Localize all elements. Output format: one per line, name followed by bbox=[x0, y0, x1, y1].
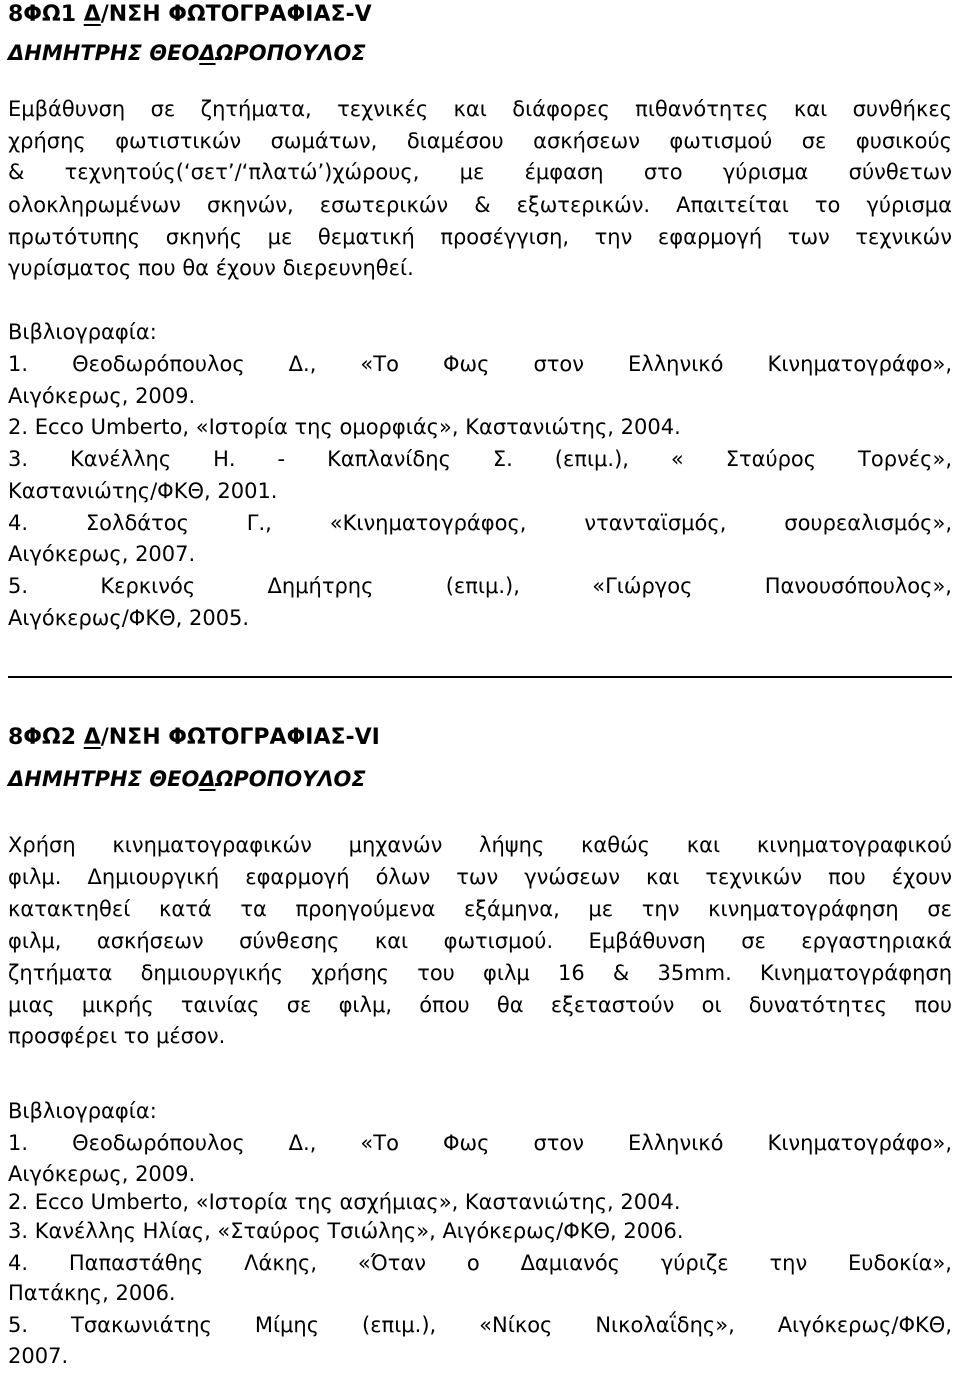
description-line: κατακτηθεί κατά τα προηγούμενα εξάμηνα, με την κινηματογράφηση σε bbox=[8, 897, 952, 921]
bibliography-item: 1. Θεοδωρόπουλος Δ., «Το Φως στον Ελληνικό Κινηματογράφο», bbox=[8, 1131, 952, 1155]
bibliography-label: Βιβλιογραφία: bbox=[8, 320, 157, 344]
bibliography-item: 2. Ecco Umberto, «Ιστορία της ομορφιάς», Καστανιώτης, 2004. bbox=[8, 415, 681, 439]
description-line: πρωτότυπης σκηνής με θεματική προσέγγιση, την εφαρμογή των τεχνικών bbox=[8, 225, 952, 249]
description-line: φιλμ, ασκήσεων σύνθεσης και φωτισμού. Εμβάθυνση σε εργαστηριακά bbox=[8, 929, 952, 953]
course-code: 8ΦΩ1 bbox=[8, 2, 77, 27]
instructor-part: ΔΗΜΗΤΡΗΣ ΘΕΟ bbox=[8, 41, 200, 65]
description-line: Χρήση κινηματογραφικών μηχανών λήψης καθώς και κινηματογραφικού bbox=[8, 833, 952, 857]
bibliography-item: Αιγόκερως, 2009. bbox=[8, 384, 196, 408]
bibliography-item: 5. Τσακωνιάτης Μίμης (επιμ.), «Νίκος Νικολαΐδης», Αιγόκερως/ΦΚΘ, bbox=[8, 1313, 952, 1337]
title-underlined: Δ bbox=[83, 2, 101, 27]
description-line: Εμβάθυνση σε ζητήματα, τεχνικές και διάφορες πιθανότητες και συνθήκες bbox=[8, 97, 952, 121]
instructor-underlined: Δ bbox=[199, 767, 216, 791]
description-line: γυρίσματος που θα έχουν διερευνηθεί. bbox=[8, 256, 414, 280]
bibliography-item: Καστανιώτης/ΦΚΘ, 2001. bbox=[8, 479, 278, 503]
bibliography-item: Αιγόκερως, 2009. bbox=[8, 1162, 196, 1186]
bibliography-item: 4. Παπαστάθης Λάκης, «Όταν ο Δαμιανός γύριζε την Ευδοκία», bbox=[8, 1251, 952, 1275]
instructor-underlined: Δ bbox=[199, 41, 216, 65]
description-line: προσφέρει το μέσον. bbox=[8, 1024, 226, 1048]
course-code: 8ΦΩ2 bbox=[8, 725, 77, 750]
section-divider bbox=[8, 676, 952, 678]
instructor-part: ΩΡΟΠΟΥΛΟΣ bbox=[215, 41, 366, 65]
bibliography-item: 2007. bbox=[8, 1344, 69, 1368]
instructor-part: ΔΗΜΗΤΡΗΣ ΘΕΟ bbox=[8, 767, 200, 791]
bibliography-item: 3. Κανέλλης Ηλίας, «Σταύρος Τσιώλης», Αιγόκερως/ΦΚΘ, 2006. bbox=[8, 1219, 684, 1243]
course-title bbox=[8, 2, 952, 28]
instructor-name bbox=[8, 766, 952, 792]
bibliography-item: 5. Κερκινός Δημήτρης (επιμ.), «Γιώργος Πανουσόπουλος», bbox=[8, 574, 952, 598]
description-line: ζητήματα δημιουργικής χρήσης του φιλμ 16 & 35mm. Κινηματογράφηση bbox=[8, 961, 952, 985]
title-rest: /ΝΣΗ ΦΩΤΟΓΡΑΦΙΑΣ-V bbox=[100, 2, 372, 27]
bibliography-item: 1. Θεοδωρόπουλος Δ., «Το Φως στον Ελληνικό Κινηματογράφο», bbox=[8, 352, 952, 376]
description-line: μιας μικρής ταινίας σε φιλμ, όπου θα εξεταστούν οι δυνατότητες που bbox=[8, 993, 952, 1017]
description-line: χρήσης φωτιστικών σωμάτων, διαμέσου ασκήσεων φωτισμού σε φυσικούς bbox=[8, 129, 952, 153]
bibliography-item: Πατάκης, 2006. bbox=[8, 1281, 176, 1305]
description-line: φιλμ. Δημιουργική εφαρμογή όλων των γνώσεων και τεχνικών που έχουν bbox=[8, 865, 952, 889]
bibliography-item: 2. Ecco Umberto, «Ιστορία της ασχήμιας», Καστανιώτης, 2004. bbox=[8, 1190, 681, 1214]
title-underlined: Δ bbox=[83, 725, 101, 750]
bibliography-item: Αιγόκερως, 2007. bbox=[8, 542, 196, 566]
description-line: ολοκληρωμένων σκηνών, εσωτερικών & εξωτερικών. Απαιτείται το γύρισμα bbox=[8, 193, 952, 217]
course-title bbox=[8, 725, 952, 751]
instructor-part: ΩΡΟΠΟΥΛΟΣ bbox=[215, 767, 366, 791]
instructor-name bbox=[8, 40, 952, 66]
bibliography-item: 4. Σολδάτος Γ., «Κινηματογράφος, ντανταϊσμός, σουρεαλισμός», bbox=[8, 511, 952, 535]
description-line: & τεχνητούς(‘σετ’/‘πλατώ’)χώρους, με έμφαση στο γύρισμα σύνθετων bbox=[8, 160, 952, 184]
bibliography-label: Βιβλιογραφία: bbox=[8, 1099, 157, 1123]
title-rest: /ΝΣΗ ΦΩΤΟΓΡΑΦΙΑΣ-VI bbox=[100, 725, 380, 750]
bibliography-item: 3. Κανέλλης Η. - Καπλανίδης Σ. (επιμ.), « Σταύρος Τορνές», bbox=[8, 447, 952, 471]
bibliography-item: Αιγόκερως/ΦΚΘ, 2005. bbox=[8, 606, 250, 630]
